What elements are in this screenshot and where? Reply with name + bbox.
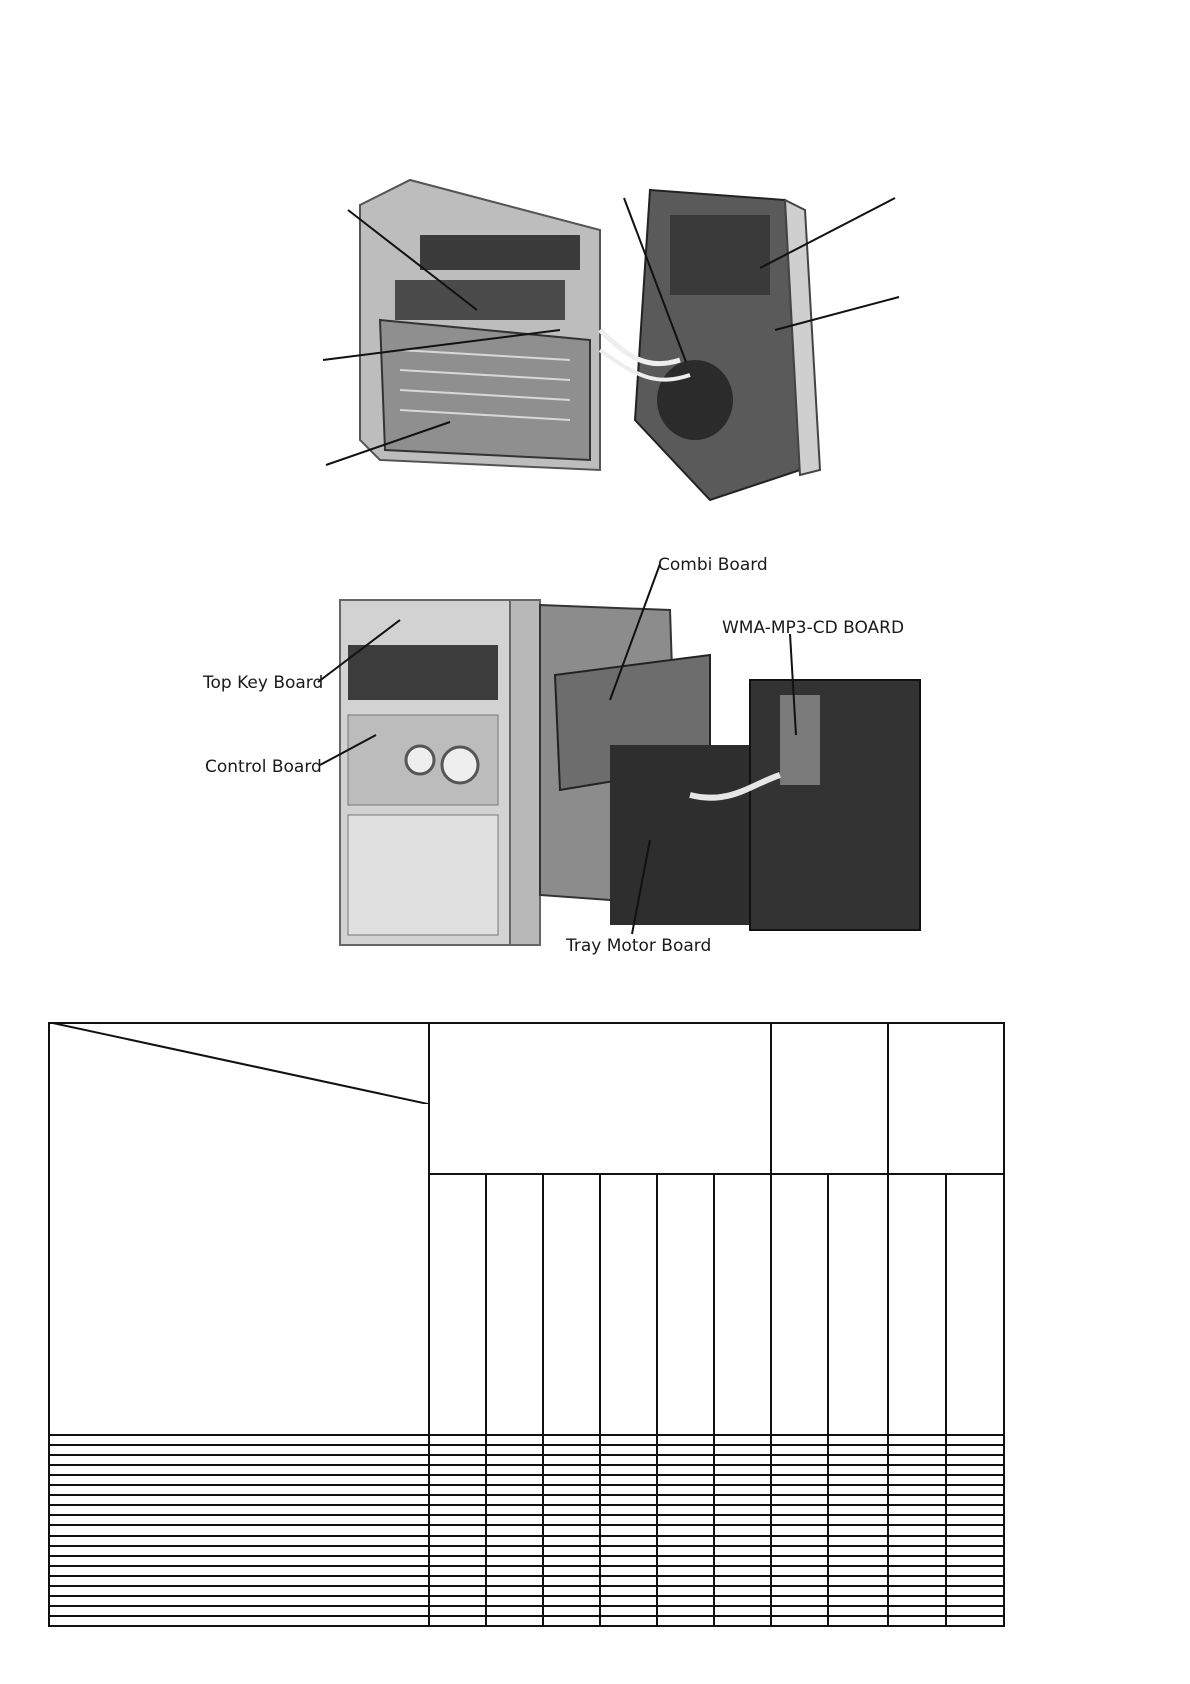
table-cell [486, 1525, 543, 1535]
table-cell [600, 1465, 657, 1475]
table-cell [543, 1495, 600, 1505]
table-cell [888, 1596, 946, 1606]
sub-header-cell [714, 1174, 771, 1435]
table-cell [657, 1495, 714, 1505]
table-cell [714, 1616, 771, 1626]
table-cell [828, 1485, 888, 1495]
table-cell [543, 1455, 600, 1465]
control-board-label: Control Board [205, 757, 322, 777]
sub-header-cell [946, 1174, 1004, 1435]
table-cell [946, 1525, 1004, 1535]
table-cell [888, 1606, 946, 1616]
empty-grid-table [48, 1022, 1003, 1627]
table-cell [429, 1435, 486, 1445]
table-cell [657, 1586, 714, 1596]
table-cell [771, 1465, 828, 1475]
table-cell [828, 1586, 888, 1596]
table-cell [888, 1586, 946, 1596]
table-cell [429, 1596, 486, 1606]
table-cell [486, 1566, 543, 1576]
row-label-cell [49, 1536, 429, 1546]
table-cell [600, 1566, 657, 1576]
table-cell [486, 1445, 543, 1455]
table-cell [543, 1445, 600, 1455]
sub-header-cell [429, 1174, 486, 1435]
table-cell [946, 1475, 1004, 1485]
table-cell [657, 1465, 714, 1475]
table-cell [429, 1576, 486, 1586]
table-cell [714, 1465, 771, 1475]
table-cell [486, 1616, 543, 1626]
table-cell [771, 1566, 828, 1576]
table-cell [600, 1455, 657, 1465]
table-cell [486, 1515, 543, 1525]
table-cell [828, 1566, 888, 1576]
table-cell [828, 1606, 888, 1616]
table-cell [486, 1475, 543, 1485]
table-cell [888, 1556, 946, 1566]
table-cell [946, 1556, 1004, 1566]
table-cell [714, 1495, 771, 1505]
table-cell [828, 1616, 888, 1626]
table-row [49, 1546, 1004, 1556]
sub-header-cell [888, 1174, 946, 1435]
table-cell [888, 1546, 946, 1556]
bottom-boards-photo [190, 515, 930, 985]
bottom-photo-drawing [190, 515, 930, 985]
table-cell [771, 1576, 828, 1586]
table-cell [600, 1556, 657, 1566]
table-cell [946, 1606, 1004, 1616]
table-cell [486, 1546, 543, 1556]
table-cell [543, 1616, 600, 1626]
table-cell [657, 1515, 714, 1525]
table-cell [600, 1445, 657, 1455]
wma-board-label: WMA-MP3-CD BOARD [722, 618, 905, 638]
table-cell [486, 1596, 543, 1606]
table-cell [543, 1515, 600, 1525]
table-cell [543, 1465, 600, 1475]
grid [48, 1022, 1005, 1627]
table-cell [771, 1525, 828, 1535]
table-cell [714, 1455, 771, 1465]
table-cell [429, 1465, 486, 1475]
row-label-cell [49, 1546, 429, 1556]
tray-motor-board-label: Tray Motor Board [566, 936, 712, 956]
table-cell [771, 1485, 828, 1495]
table-cell [828, 1596, 888, 1606]
table-cell [486, 1505, 543, 1515]
table-cell [888, 1566, 946, 1576]
table-cell [888, 1485, 946, 1495]
row-label-cell [49, 1616, 429, 1626]
table-cell [714, 1485, 771, 1495]
table-cell [771, 1586, 828, 1596]
top-key-board-label: Top Key Board [203, 673, 324, 693]
table-cell [486, 1606, 543, 1616]
table-row [49, 1566, 1004, 1576]
table-cell [946, 1536, 1004, 1546]
table-cell [543, 1505, 600, 1515]
table-cell [771, 1435, 828, 1445]
table-cell [657, 1475, 714, 1485]
table-cell [600, 1525, 657, 1535]
sub-header-cell [543, 1174, 600, 1435]
table-cell [600, 1495, 657, 1505]
table-cell [888, 1515, 946, 1525]
combi-board-label: Combi Board [658, 555, 768, 575]
table-cell [429, 1556, 486, 1566]
table-cell [888, 1445, 946, 1455]
table-cell [543, 1566, 600, 1576]
table-cell [946, 1515, 1004, 1525]
table-cell [828, 1475, 888, 1485]
table-cell [888, 1525, 946, 1535]
table-row [49, 1525, 1004, 1535]
table-cell [429, 1536, 486, 1546]
table-cell [714, 1505, 771, 1515]
table-cell [714, 1566, 771, 1576]
row-label-cell [49, 1485, 429, 1495]
table-cell [600, 1576, 657, 1586]
table-cell [429, 1586, 486, 1596]
table-cell [486, 1485, 543, 1495]
table-cell [888, 1576, 946, 1586]
table-cell [828, 1576, 888, 1586]
table-cell [771, 1455, 828, 1465]
table-cell [946, 1435, 1004, 1445]
table-cell [714, 1606, 771, 1616]
table-row [49, 1455, 1004, 1465]
table-cell [429, 1515, 486, 1525]
sub-header-cell [828, 1174, 888, 1435]
table-cell [946, 1586, 1004, 1596]
table-cell [771, 1495, 828, 1505]
top-disassembly-photo [300, 170, 900, 510]
table-cell [543, 1586, 600, 1596]
table-cell [429, 1606, 486, 1616]
table-cell [429, 1445, 486, 1455]
corner-cell [49, 1023, 429, 1435]
table-row [49, 1616, 1004, 1626]
table-row [49, 1485, 1004, 1495]
table-cell [600, 1606, 657, 1616]
table-cell [888, 1616, 946, 1626]
table-cell [946, 1546, 1004, 1556]
table-cell [714, 1586, 771, 1596]
row-label-cell [49, 1525, 429, 1535]
row-label-cell [49, 1435, 429, 1445]
table-cell [600, 1515, 657, 1525]
table-cell [543, 1556, 600, 1566]
row-label-cell [49, 1566, 429, 1576]
table-row [49, 1556, 1004, 1566]
table-cell [888, 1495, 946, 1505]
table-cell [600, 1475, 657, 1485]
table-cell [771, 1475, 828, 1485]
table-cell [888, 1455, 946, 1465]
row-label-cell [49, 1465, 429, 1475]
table-cell [714, 1445, 771, 1455]
table-row [49, 1596, 1004, 1606]
table-row [49, 1495, 1004, 1505]
table-cell [486, 1586, 543, 1596]
table-cell [771, 1536, 828, 1546]
table-cell [600, 1616, 657, 1626]
table-cell [828, 1445, 888, 1455]
table-row [49, 1515, 1004, 1525]
table-cell [657, 1546, 714, 1556]
table-cell [714, 1515, 771, 1525]
table-cell [429, 1566, 486, 1576]
row-label-cell [49, 1606, 429, 1616]
table-cell [946, 1445, 1004, 1455]
table-cell [714, 1596, 771, 1606]
table-cell [946, 1495, 1004, 1505]
table-cell [600, 1586, 657, 1596]
table-cell [600, 1596, 657, 1606]
sub-header-cell [771, 1174, 828, 1435]
table-cell [771, 1606, 828, 1616]
table-cell [714, 1525, 771, 1535]
table-cell [429, 1525, 486, 1535]
table-row [49, 1536, 1004, 1546]
table-cell [828, 1465, 888, 1475]
table-row [49, 1445, 1004, 1455]
table-cell [828, 1435, 888, 1445]
table-cell [486, 1465, 543, 1475]
row-label-cell [49, 1556, 429, 1566]
sub-header-cell [600, 1174, 657, 1435]
table-cell [543, 1485, 600, 1495]
table-cell [946, 1576, 1004, 1586]
table-cell [771, 1546, 828, 1556]
table-cell [714, 1475, 771, 1485]
table-cell [486, 1455, 543, 1465]
table-cell [771, 1596, 828, 1606]
table-cell [828, 1546, 888, 1556]
table-cell [543, 1475, 600, 1485]
row-label-cell [49, 1455, 429, 1465]
table-cell [657, 1576, 714, 1586]
table-cell [828, 1525, 888, 1535]
row-label-cell [49, 1505, 429, 1515]
row-label-cell [49, 1586, 429, 1596]
table-cell [946, 1455, 1004, 1465]
table-cell [888, 1465, 946, 1475]
table-cell [486, 1435, 543, 1445]
table-cell [771, 1515, 828, 1525]
row-label-cell [49, 1475, 429, 1485]
table-cell [657, 1536, 714, 1546]
table-cell [888, 1536, 946, 1546]
table-cell [600, 1505, 657, 1515]
table-cell [657, 1505, 714, 1515]
table-cell [600, 1485, 657, 1495]
table-cell [429, 1546, 486, 1556]
table-cell [657, 1445, 714, 1455]
table-cell [657, 1566, 714, 1576]
table-cell [828, 1495, 888, 1505]
table-cell [429, 1505, 486, 1515]
table-row [49, 1576, 1004, 1586]
table-cell [429, 1475, 486, 1485]
table-cell [486, 1556, 543, 1566]
row-label-cell [49, 1445, 429, 1455]
table-cell [657, 1556, 714, 1566]
table-cell [600, 1546, 657, 1556]
table-cell [429, 1616, 486, 1626]
table-cell [429, 1485, 486, 1495]
table-cell [888, 1505, 946, 1515]
table-cell [946, 1505, 1004, 1515]
table-cell [657, 1485, 714, 1495]
table-cell [429, 1495, 486, 1505]
table-cell [946, 1616, 1004, 1626]
table-cell [714, 1576, 771, 1586]
table-row [49, 1606, 1004, 1616]
table-cell [714, 1536, 771, 1546]
table-cell [543, 1576, 600, 1586]
table-cell [543, 1536, 600, 1546]
group-header-cell-1 [429, 1023, 771, 1174]
table-cell [828, 1556, 888, 1566]
table-cell [946, 1485, 1004, 1495]
table-cell [771, 1616, 828, 1626]
table-cell [714, 1546, 771, 1556]
table-cell [486, 1536, 543, 1546]
table-cell [657, 1606, 714, 1616]
table-cell [714, 1556, 771, 1566]
table-cell [600, 1435, 657, 1445]
table-row [49, 1475, 1004, 1485]
table-cell [657, 1616, 714, 1626]
table-cell [600, 1536, 657, 1546]
table-cell [543, 1546, 600, 1556]
row-label-cell [49, 1576, 429, 1586]
table-cell [543, 1606, 600, 1616]
row-label-cell [49, 1495, 429, 1505]
row-label-cell [49, 1596, 429, 1606]
table-cell [828, 1455, 888, 1465]
grid-body [49, 1435, 1004, 1626]
top-photo-drawing [300, 170, 900, 510]
table-cell [946, 1465, 1004, 1475]
table-cell [657, 1596, 714, 1606]
row-label-cell [49, 1515, 429, 1525]
table-cell [543, 1596, 600, 1606]
table-cell [828, 1536, 888, 1546]
group-header-cell-3 [888, 1023, 1004, 1174]
sub-header-cell [486, 1174, 543, 1435]
table-cell [888, 1475, 946, 1485]
table-cell [946, 1566, 1004, 1576]
table-cell [486, 1576, 543, 1586]
table-cell [657, 1435, 714, 1445]
table-cell [657, 1525, 714, 1535]
table-cell [771, 1505, 828, 1515]
table-cell [828, 1515, 888, 1525]
table-row [49, 1505, 1004, 1515]
table-cell [946, 1596, 1004, 1606]
table-row [49, 1586, 1004, 1596]
group-header-cell-2 [771, 1023, 888, 1174]
table-cell [543, 1435, 600, 1445]
sub-header-cell [657, 1174, 714, 1435]
table-cell [543, 1525, 600, 1535]
table-row [49, 1465, 1004, 1475]
table-cell [429, 1455, 486, 1465]
table-cell [657, 1455, 714, 1465]
table-cell [771, 1445, 828, 1455]
table-row [49, 1435, 1004, 1445]
table-cell [771, 1556, 828, 1566]
table-cell [828, 1505, 888, 1515]
table-cell [714, 1435, 771, 1445]
table-cell [888, 1435, 946, 1445]
table-cell [486, 1495, 543, 1505]
